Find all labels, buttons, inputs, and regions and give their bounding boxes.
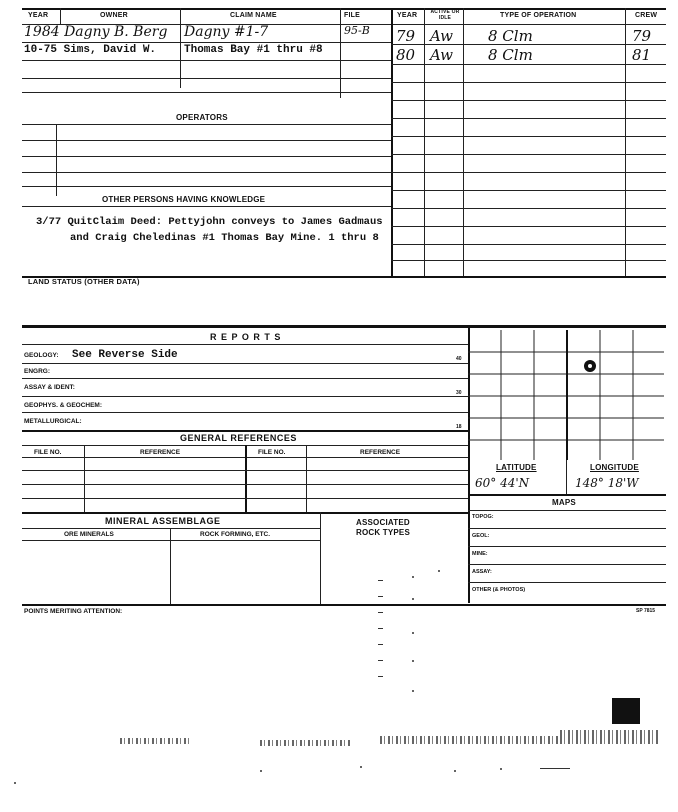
- general-references-heading: GENERAL REFERENCES: [180, 433, 297, 443]
- margin-number: 30: [456, 390, 462, 396]
- owner-row-2: 10-75 Sims, David W.: [24, 44, 157, 56]
- maps-other: OTHER (& PHOTOS): [472, 587, 526, 593]
- file-header: FILE: [344, 12, 360, 19]
- scan-mark: [500, 768, 502, 770]
- other-persons-heading: OTHER PERSONS HAVING KNOWLEDGE: [102, 195, 266, 204]
- row-line: [391, 44, 666, 45]
- claim-row-1: Dagny #1-7: [184, 24, 269, 40]
- section-line: [22, 604, 666, 606]
- row-line: [391, 226, 666, 227]
- metallurgical-label: METALLURGICAL:: [24, 418, 82, 425]
- scan-mark: [378, 628, 383, 629]
- scan-mark: [378, 596, 383, 597]
- owner-row-1: 1984 Dagny B. Berg: [24, 24, 168, 40]
- row-line: [391, 260, 666, 261]
- row-line: [22, 540, 320, 541]
- claim-name-header: CLAIM NAME: [230, 12, 277, 19]
- row-line: [391, 244, 666, 245]
- row-line: [22, 92, 391, 93]
- row-line: [22, 124, 391, 125]
- ref-col-file1: FILE NO.: [34, 449, 62, 456]
- scan-blot: [612, 698, 640, 724]
- col-divider: [60, 8, 61, 24]
- scan-mark: [412, 632, 414, 634]
- row-line: [391, 82, 666, 83]
- col-divider: [320, 512, 321, 604]
- mineral-assemblage-heading: MINERAL ASSEMBLAGE: [105, 516, 221, 526]
- col-divider: [424, 8, 425, 276]
- op-active-1: Aw: [430, 27, 453, 45]
- rock-forming-label: ROCK FORMING, ETC.: [200, 531, 271, 538]
- scan-noise: [380, 736, 560, 744]
- row-line: [22, 378, 468, 379]
- row-line: [391, 190, 666, 191]
- ore-minerals-label: ORE MINERALS: [64, 531, 114, 538]
- scan-mark: [378, 612, 383, 613]
- maps-assay: ASSAY:: [472, 569, 492, 575]
- form-number: SP 7815: [636, 608, 656, 614]
- row-line: [22, 396, 468, 397]
- maps-mine: MINE:: [472, 551, 488, 557]
- file-row-1: 95-B: [344, 24, 370, 37]
- row-line: [22, 363, 468, 364]
- scan-mark: [378, 676, 383, 677]
- row-line: [22, 528, 320, 529]
- year2-header: YEAR: [397, 12, 418, 19]
- row-line: [22, 78, 391, 79]
- row-line: [468, 582, 666, 583]
- row-line: [22, 344, 468, 345]
- row-line: [391, 172, 666, 173]
- row-line: [468, 546, 666, 547]
- row-line: [391, 100, 666, 101]
- assay-label: ASSAY & IDENT:: [24, 384, 75, 391]
- row-line: [22, 60, 391, 61]
- row-line: [468, 510, 666, 511]
- maps-heading: MAPS: [552, 498, 576, 507]
- row-line: [22, 140, 391, 141]
- scan-noise: [560, 730, 660, 744]
- section-divider: [391, 8, 393, 276]
- row-line: [391, 64, 666, 65]
- land-status-label: LAND STATUS (OTHER DATA): [28, 277, 140, 286]
- other-persons-note-1: 3/77 QuitClaim Deed: Pettyjohn conveys to James Gadmaus: [36, 216, 383, 228]
- geology-value: See Reverse Side: [72, 349, 178, 361]
- scan-mark: [260, 770, 262, 772]
- col-divider: [170, 528, 171, 604]
- row-line: [22, 512, 468, 514]
- row-line: [468, 494, 666, 496]
- scan-mark: [412, 576, 414, 578]
- col-divider: [180, 8, 181, 88]
- op-type-1: 8 Clm: [488, 27, 533, 45]
- latitude-value: 60° 44'N: [475, 476, 530, 490]
- scan-mark: [378, 644, 383, 645]
- scan-noise: [120, 738, 190, 744]
- associated-line2: ROCK TYPES: [356, 528, 411, 537]
- engrg-label: ENGRG:: [24, 368, 50, 375]
- claim-row-2: Thomas Bay #1 thru #8: [184, 44, 323, 56]
- row-line: [22, 172, 391, 173]
- type-operation-header: TYPE OF OPERATION: [500, 12, 577, 19]
- col-divider: [625, 8, 626, 276]
- row-line: [468, 528, 666, 529]
- op-crew-2: 81: [632, 46, 652, 64]
- col-divider: [84, 445, 85, 512]
- maps-topog: TOPOG:: [472, 514, 494, 520]
- row-line: [22, 412, 468, 413]
- row-line: [391, 136, 666, 137]
- longitude-value: 148° 18'W: [575, 476, 639, 490]
- row-line: [22, 206, 391, 207]
- location-grid: [468, 330, 664, 460]
- col-divider: [340, 8, 341, 98]
- section-line: [22, 325, 666, 328]
- geophys-label: GEOPHYS. & GEOCHEM:: [24, 402, 103, 409]
- reports-heading: R E P O R T S: [210, 332, 282, 342]
- latitude-label: LATITUDE: [496, 463, 537, 472]
- col-divider: [245, 445, 247, 512]
- row-line: [22, 498, 468, 499]
- row-line: [391, 118, 666, 119]
- margin-number: 40: [456, 356, 462, 362]
- op-crew-1: 79: [632, 27, 652, 45]
- scan-mark: [378, 580, 383, 581]
- scan-mark: [454, 770, 456, 772]
- row-line: [22, 156, 391, 157]
- scan-mark: [438, 570, 440, 572]
- scan-mark: [378, 660, 383, 661]
- col-divider: [306, 445, 307, 512]
- op-type-2: 8 Clm: [488, 46, 533, 64]
- op-year-2: 80: [396, 46, 416, 64]
- points-meriting-label: POINTS MERITING ATTENTION:: [24, 608, 123, 615]
- ref-col-reference2: REFERENCE: [360, 449, 401, 456]
- other-persons-note-2: and Craig Cheledinas #1 Thomas Bay Mine. 1 thru 8: [70, 232, 379, 244]
- scan-noise: [260, 740, 350, 746]
- associated-line1: ASSOCIATED: [356, 518, 410, 527]
- active-idle-header: ACTIVE OR IDLE: [430, 9, 460, 21]
- row-line: [22, 484, 468, 485]
- scan-mark: [412, 598, 414, 600]
- scan-mark: [412, 690, 414, 692]
- operators-heading: OPERATORS: [176, 113, 228, 122]
- row-line: [468, 564, 666, 565]
- row-line: [22, 186, 391, 187]
- maps-geol: GEOL:: [472, 533, 490, 539]
- scan-mark: [360, 766, 362, 768]
- crew-header: CREW: [635, 12, 658, 19]
- ref-col-file2: FILE NO.: [258, 449, 286, 456]
- col-divider: [463, 8, 464, 276]
- scan-mark: [540, 768, 570, 769]
- margin-number: 18: [456, 424, 462, 430]
- row-line: [22, 42, 391, 43]
- year-header: YEAR: [28, 12, 49, 19]
- scan-mark: [412, 660, 414, 662]
- top-border: [22, 8, 666, 10]
- row-line: [22, 430, 468, 432]
- owner-header: OWNER: [100, 12, 128, 19]
- location-grid-lines: [468, 330, 664, 460]
- row-line: [22, 470, 468, 471]
- op-year-1: 79: [396, 27, 416, 45]
- scan-mark: [14, 782, 16, 784]
- geology-label: GEOLOGY:: [24, 352, 59, 359]
- row-line: [391, 154, 666, 155]
- longitude-label: LONGITUDE: [590, 463, 639, 472]
- col-divider: [566, 460, 567, 496]
- op-active-2: Aw: [430, 46, 453, 64]
- ref-col-reference1: REFERENCE: [140, 449, 181, 456]
- row-line: [391, 208, 666, 209]
